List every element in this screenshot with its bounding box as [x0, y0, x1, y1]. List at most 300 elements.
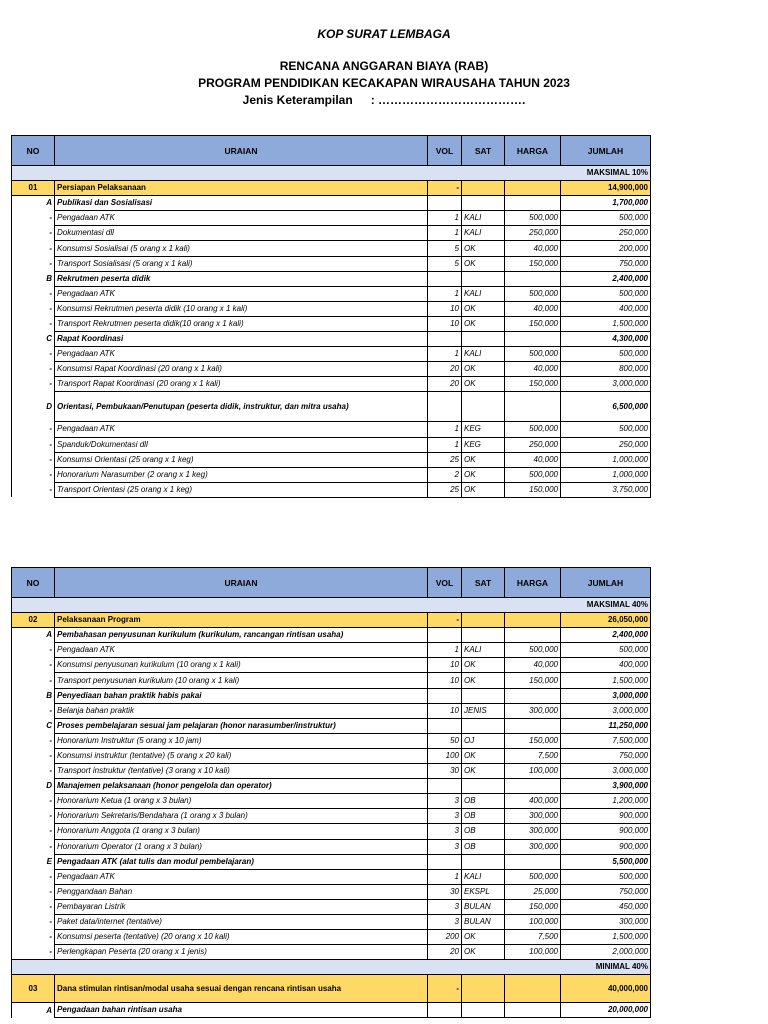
- title-rab: RENCANA ANGGARAN BIAYA (RAB): [279, 59, 489, 73]
- row-amount: 20,000,000: [561, 1003, 651, 1018]
- row-volume: 100: [428, 748, 462, 763]
- row-description: Konsumsi peserta (tentative) (20 orang x 10 kali): [55, 930, 428, 945]
- row-number: -: [12, 673, 55, 688]
- row-unit: OK: [462, 748, 505, 763]
- row-amount: 3,000,000: [561, 688, 651, 703]
- row-volume: [428, 718, 462, 733]
- table-row: [12, 673, 651, 688]
- row-price: [505, 718, 561, 733]
- table-row: [12, 809, 651, 824]
- row-number: -: [12, 256, 55, 271]
- row-price: 500,000: [505, 347, 561, 362]
- row-number: -: [12, 748, 55, 763]
- row-amount: 1,200,000: [561, 794, 651, 809]
- row-volume: -: [428, 975, 462, 1003]
- row-amount: 750,000: [561, 256, 651, 271]
- row-volume: 10: [428, 658, 462, 673]
- row-description: Transport Sosialisasi (5 orang x 1 kali): [55, 256, 428, 271]
- row-price: 100,000: [505, 945, 561, 960]
- row-unit: JENIS: [462, 703, 505, 718]
- row-number: 01: [12, 181, 55, 196]
- row-amount: 4,300,000: [561, 332, 651, 347]
- row-number: -: [12, 643, 55, 658]
- row-description: Honorarium Instruktur (5 orang x 10 jam): [55, 733, 428, 748]
- row-price: 150,000: [505, 733, 561, 748]
- row-number: -: [12, 703, 55, 718]
- row-description: Dana stimulan rintisan/modal usaha sesuai dengan rencana rintisan usaha: [55, 975, 428, 1003]
- row-unit: OK: [462, 256, 505, 271]
- row-amount: 500,000: [561, 347, 651, 362]
- row-volume: 3: [428, 899, 462, 914]
- row-amount: 1,500,000: [561, 316, 651, 331]
- row-number: -: [12, 211, 55, 226]
- row-number: 02: [12, 613, 55, 628]
- row-volume: 1: [428, 869, 462, 884]
- table-row: [12, 824, 651, 839]
- row-amount: 1,500,000: [561, 930, 651, 945]
- row-volume: 1: [428, 286, 462, 301]
- row-amount: 2,000,000: [561, 945, 651, 960]
- subsection-row: [12, 628, 651, 643]
- title-program: PROGRAM PENDIDIKAN KECAKAPAN WIRAUSAHA TAHUN 2023: [198, 76, 570, 90]
- table-row: [12, 256, 651, 271]
- table-row: [12, 301, 651, 316]
- table-header-row: [12, 136, 651, 166]
- row-volume: 1: [428, 347, 462, 362]
- row-amount: 800,000: [561, 362, 651, 377]
- row-volume: 3: [428, 914, 462, 929]
- row-volume: 3: [428, 809, 462, 824]
- table-row: [12, 733, 651, 748]
- row-unit: OB: [462, 809, 505, 824]
- row-price: [505, 271, 561, 286]
- row-description: Transport penyusunan kurikulum (10 orang x 1 kali): [55, 673, 428, 688]
- row-unit: [462, 779, 505, 794]
- row-amount: 900,000: [561, 839, 651, 854]
- row-volume: 3: [428, 794, 462, 809]
- row-unit: OK: [462, 377, 505, 392]
- budget-limit-label: MAKSIMAL 10%: [12, 166, 651, 181]
- table-row: [12, 422, 651, 437]
- row-description: Dokumentasi dll: [55, 226, 428, 241]
- table-row: [12, 930, 651, 945]
- row-unit: KEG: [462, 437, 505, 452]
- row-volume: 10: [428, 316, 462, 331]
- table-row: [12, 316, 651, 331]
- row-unit: [462, 718, 505, 733]
- row-unit: KALI: [462, 286, 505, 301]
- row-amount: 900,000: [561, 824, 651, 839]
- row-unit: OB: [462, 794, 505, 809]
- row-description: Orientasi, Pembukaan/Penutupan (peserta didik, instruktur, dan mitra usaha): [55, 392, 428, 422]
- row-number: -: [12, 733, 55, 748]
- col-vol: VOL: [428, 568, 462, 598]
- row-price: 300,000: [505, 824, 561, 839]
- row-description: Konsumsi Rekrutmen peserta didik (10 orang x 1 kali): [55, 301, 428, 316]
- table-row: [12, 362, 651, 377]
- table-row: [12, 839, 651, 854]
- row-unit: [462, 1003, 505, 1018]
- row-number: -: [12, 930, 55, 945]
- row-number: -: [12, 452, 55, 467]
- row-number: -: [12, 377, 55, 392]
- row-number: C: [12, 332, 55, 347]
- col-jumlah: JUMLAH: [561, 136, 651, 166]
- row-description: Konsumsi penyusunan kurikulum (10 orang x 1 kali): [55, 658, 428, 673]
- section-row: [12, 181, 651, 196]
- row-description: Pengadaan ATK: [55, 422, 428, 437]
- table-row: [12, 347, 651, 362]
- row-description: Transport Orientasi (25 orang x 1 keg): [55, 482, 428, 497]
- col-no: NO: [12, 568, 55, 598]
- row-amount: 400,000: [561, 301, 651, 316]
- budget-limit-label: MAKSIMAL 40%: [12, 598, 651, 613]
- row-volume: 1: [428, 437, 462, 452]
- row-unit: OK: [462, 945, 505, 960]
- row-volume: 20: [428, 945, 462, 960]
- row-price: 500,000: [505, 211, 561, 226]
- budget-limit-row: [12, 960, 651, 975]
- row-volume: -: [428, 181, 462, 196]
- row-volume: 20: [428, 362, 462, 377]
- row-number: -: [12, 884, 55, 899]
- jenis-value: : ……………………………….: [370, 93, 526, 107]
- row-description: Pengadaan bahan rintisan usaha: [55, 1003, 428, 1018]
- row-price: 400,000: [505, 794, 561, 809]
- row-amount: 400,000: [561, 658, 651, 673]
- budget-limit-label: MINIMAL 40%: [12, 960, 651, 975]
- row-unit: [462, 975, 505, 1003]
- row-volume: [428, 854, 462, 869]
- row-amount: 3,000,000: [561, 703, 651, 718]
- table-row: [12, 482, 651, 497]
- row-unit: EKSPL: [462, 884, 505, 899]
- row-description: Penyediaan bahan praktik habis pakai: [55, 688, 428, 703]
- row-volume: 5: [428, 241, 462, 256]
- row-number: -: [12, 914, 55, 929]
- table-row: [12, 467, 651, 482]
- row-price: 250,000: [505, 226, 561, 241]
- row-price: [505, 181, 561, 196]
- col-uraian: URAIAN: [55, 136, 428, 166]
- table-row: [12, 794, 651, 809]
- row-volume: 5: [428, 256, 462, 271]
- row-description: Perlengkapan Peserta (20 orang x 1 jenis): [55, 945, 428, 960]
- row-number: C: [12, 718, 55, 733]
- subsection-row: [12, 332, 651, 347]
- subsection-row: [12, 854, 651, 869]
- row-volume: 30: [428, 764, 462, 779]
- budget-limit-row: [12, 598, 651, 613]
- subsection-row: [12, 718, 651, 733]
- row-number: -: [12, 286, 55, 301]
- row-unit: OK: [462, 362, 505, 377]
- row-description: Spanduk/Dokumentasi dll: [55, 437, 428, 452]
- row-price: 150,000: [505, 256, 561, 271]
- row-volume: 10: [428, 703, 462, 718]
- row-description: Honorarium Narasumber (2 orang x 1 keg): [55, 467, 428, 482]
- row-unit: [462, 332, 505, 347]
- row-price: [505, 196, 561, 211]
- row-description: Honorarium Ketua (1 orang x 3 bulan): [55, 794, 428, 809]
- row-unit: [462, 392, 505, 422]
- row-price: 150,000: [505, 377, 561, 392]
- row-number: E: [12, 854, 55, 869]
- row-unit: [462, 854, 505, 869]
- row-number: -: [12, 241, 55, 256]
- row-number: -: [12, 794, 55, 809]
- section-row: [12, 613, 651, 628]
- row-price: 250,000: [505, 437, 561, 452]
- document-header: [0, 26, 768, 109]
- row-description: Honorarium Sekretaris/Bendahara (1 orang x 3 bulan): [55, 809, 428, 824]
- row-unit: BULAN: [462, 914, 505, 929]
- row-price: 500,000: [505, 869, 561, 884]
- row-number: A: [12, 196, 55, 211]
- row-price: 500,000: [505, 643, 561, 658]
- table-row: [12, 899, 651, 914]
- row-price: 25,000: [505, 884, 561, 899]
- row-volume: [428, 688, 462, 703]
- row-description: Belanja bahan praktik: [55, 703, 428, 718]
- row-number: -: [12, 899, 55, 914]
- row-unit: [462, 196, 505, 211]
- row-number: -: [12, 437, 55, 452]
- section-row: [12, 975, 651, 1003]
- table-row: [12, 377, 651, 392]
- row-description: Rekrutmen peserta didik: [55, 271, 428, 286]
- row-amount: 3,000,000: [561, 377, 651, 392]
- row-price: [505, 688, 561, 703]
- table-row: [12, 764, 651, 779]
- row-volume: [428, 332, 462, 347]
- budget-limit-row: [12, 166, 651, 181]
- row-price: 150,000: [505, 899, 561, 914]
- col-vol: VOL: [428, 136, 462, 166]
- row-description: Pengadaan ATK: [55, 286, 428, 301]
- row-number: -: [12, 467, 55, 482]
- row-price: 40,000: [505, 452, 561, 467]
- row-volume: [428, 196, 462, 211]
- row-description: Rapat Koordinasi: [55, 332, 428, 347]
- row-amount: 1,500,000: [561, 673, 651, 688]
- row-amount: 500,000: [561, 643, 651, 658]
- row-unit: BULAN: [462, 899, 505, 914]
- row-amount: 14,900,000: [561, 181, 651, 196]
- row-description: Persiapan Pelaksanaan: [55, 181, 428, 196]
- table-row: [12, 869, 651, 884]
- row-description: Pembayaran Listrik: [55, 899, 428, 914]
- col-harga: HARGA: [505, 136, 561, 166]
- row-amount: 11,250,000: [561, 718, 651, 733]
- row-description: Transport Rapat Koordinasi (20 orang x 1 kali): [55, 377, 428, 392]
- row-volume: 3: [428, 839, 462, 854]
- row-unit: KALI: [462, 347, 505, 362]
- table-row: [12, 658, 651, 673]
- row-number: -: [12, 301, 55, 316]
- row-price: [505, 332, 561, 347]
- table-row: [12, 945, 651, 960]
- row-volume: 3: [428, 824, 462, 839]
- row-amount: 1,000,000: [561, 467, 651, 482]
- row-description: Pembahasan penyusunan kurikulum (kurikulum, rancangan rintisan usaha): [55, 628, 428, 643]
- row-volume: 10: [428, 301, 462, 316]
- table-row: [12, 643, 651, 658]
- table-row: [12, 286, 651, 301]
- row-amount: 1,000,000: [561, 452, 651, 467]
- col-uraian: URAIAN: [55, 568, 428, 598]
- row-volume: 10: [428, 673, 462, 688]
- row-number: -: [12, 764, 55, 779]
- jenis-label: Jenis Keterampilan: [242, 93, 353, 107]
- row-description: Penggandaan Bahan: [55, 884, 428, 899]
- row-unit: OK: [462, 764, 505, 779]
- row-amount: 500,000: [561, 422, 651, 437]
- row-volume: 1: [428, 643, 462, 658]
- row-unit: KEG: [462, 422, 505, 437]
- row-volume: [428, 628, 462, 643]
- row-number: 03: [12, 975, 55, 1003]
- subsection-row: [12, 271, 651, 286]
- row-unit: OK: [462, 482, 505, 497]
- row-amount: 7,500,000: [561, 733, 651, 748]
- row-description: Konsumsi Rapat Koordinasi (20 orang x 1 kali): [55, 362, 428, 377]
- row-price: 300,000: [505, 839, 561, 854]
- row-unit: OK: [462, 930, 505, 945]
- subsection-row: [12, 392, 651, 422]
- row-price: [505, 392, 561, 422]
- row-description: Pengadaan ATK: [55, 643, 428, 658]
- row-unit: [462, 628, 505, 643]
- row-unit: OK: [462, 316, 505, 331]
- row-volume: [428, 392, 462, 422]
- row-description: Paket data/internet (tentative): [55, 914, 428, 929]
- col-harga: HARGA: [505, 568, 561, 598]
- row-volume: 1: [428, 211, 462, 226]
- row-amount: 3,750,000: [561, 482, 651, 497]
- row-amount: 2,400,000: [561, 271, 651, 286]
- row-number: -: [12, 869, 55, 884]
- row-description: Honorarium Operator (1 orang x 3 bulan): [55, 839, 428, 854]
- row-unit: OB: [462, 824, 505, 839]
- table-row: [12, 211, 651, 226]
- row-number: D: [12, 392, 55, 422]
- row-description: Pelaksanaan Program: [55, 613, 428, 628]
- row-amount: 500,000: [561, 286, 651, 301]
- row-amount: 500,000: [561, 211, 651, 226]
- row-unit: KALI: [462, 643, 505, 658]
- row-price: 150,000: [505, 316, 561, 331]
- row-number: -: [12, 945, 55, 960]
- row-price: 100,000: [505, 764, 561, 779]
- table-row: [12, 748, 651, 763]
- row-price: [505, 779, 561, 794]
- table-row: [12, 241, 651, 256]
- row-price: [505, 613, 561, 628]
- col-jumlah: JUMLAH: [561, 568, 651, 598]
- row-amount: 200,000: [561, 241, 651, 256]
- row-number: -: [12, 316, 55, 331]
- subsection-row: [12, 1003, 651, 1018]
- row-number: -: [12, 839, 55, 854]
- row-amount: 900,000: [561, 809, 651, 824]
- row-volume: 2: [428, 467, 462, 482]
- row-number: -: [12, 226, 55, 241]
- row-price: 500,000: [505, 286, 561, 301]
- row-unit: OK: [462, 658, 505, 673]
- table-row: [12, 226, 651, 241]
- row-unit: KALI: [462, 226, 505, 241]
- row-amount: 750,000: [561, 884, 651, 899]
- row-price: 150,000: [505, 673, 561, 688]
- row-amount: 6,500,000: [561, 392, 651, 422]
- row-number: -: [12, 809, 55, 824]
- row-volume: 1: [428, 226, 462, 241]
- row-amount: 450,000: [561, 899, 651, 914]
- row-price: 40,000: [505, 658, 561, 673]
- table-row: [12, 914, 651, 929]
- row-volume: [428, 779, 462, 794]
- row-volume: 25: [428, 482, 462, 497]
- row-price: 150,000: [505, 482, 561, 497]
- table-row: [12, 452, 651, 467]
- row-number: -: [12, 422, 55, 437]
- row-unit: KALI: [462, 869, 505, 884]
- table-row: [12, 437, 651, 452]
- row-number: -: [12, 347, 55, 362]
- jenis-keterampilan: [0, 92, 768, 109]
- row-number: -: [12, 362, 55, 377]
- row-description: Proses pembelajaran sesuai jam pelajaran (honor narasumber/instruktur): [55, 718, 428, 733]
- row-amount: 500,000: [561, 869, 651, 884]
- col-sat: SAT: [462, 568, 505, 598]
- row-amount: 250,000: [561, 226, 651, 241]
- row-unit: OJ: [462, 733, 505, 748]
- row-unit: OK: [462, 241, 505, 256]
- row-description: Konsumsi Orientasi (25 orang x 1 keg): [55, 452, 428, 467]
- row-volume: 50: [428, 733, 462, 748]
- row-unit: OB: [462, 839, 505, 854]
- table-header-row: [12, 568, 651, 598]
- row-description: Transport instruktur (tentative) (3 orang x 10 kali): [55, 764, 428, 779]
- row-unit: KALI: [462, 211, 505, 226]
- row-price: 7,500: [505, 748, 561, 763]
- row-number: A: [12, 628, 55, 643]
- row-unit: [462, 688, 505, 703]
- row-amount: 1,700,000: [561, 196, 651, 211]
- row-amount: 250,000: [561, 437, 651, 452]
- row-description: Publikasi dan Sosialisasi: [55, 196, 428, 211]
- row-unit: OK: [462, 467, 505, 482]
- subsection-row: [12, 196, 651, 211]
- col-no: NO: [12, 136, 55, 166]
- row-description: Pengadaan ATK (alat tulis dan modul pembelajaran): [55, 854, 428, 869]
- row-amount: 5,500,000: [561, 854, 651, 869]
- row-volume: -: [428, 613, 462, 628]
- row-volume: 20: [428, 377, 462, 392]
- row-amount: 750,000: [561, 748, 651, 763]
- row-volume: [428, 1003, 462, 1018]
- row-number: A: [12, 1003, 55, 1018]
- row-volume: [428, 271, 462, 286]
- row-number: B: [12, 271, 55, 286]
- row-unit: [462, 181, 505, 196]
- kop-surat: KOP SURAT LEMBAGA: [317, 27, 451, 41]
- rab-table-2: [11, 567, 651, 1018]
- row-description: Transport Rekrutmen peserta didik(10 orang x 1 kali): [55, 316, 428, 331]
- row-price: 7,500: [505, 930, 561, 945]
- row-amount: 300,000: [561, 914, 651, 929]
